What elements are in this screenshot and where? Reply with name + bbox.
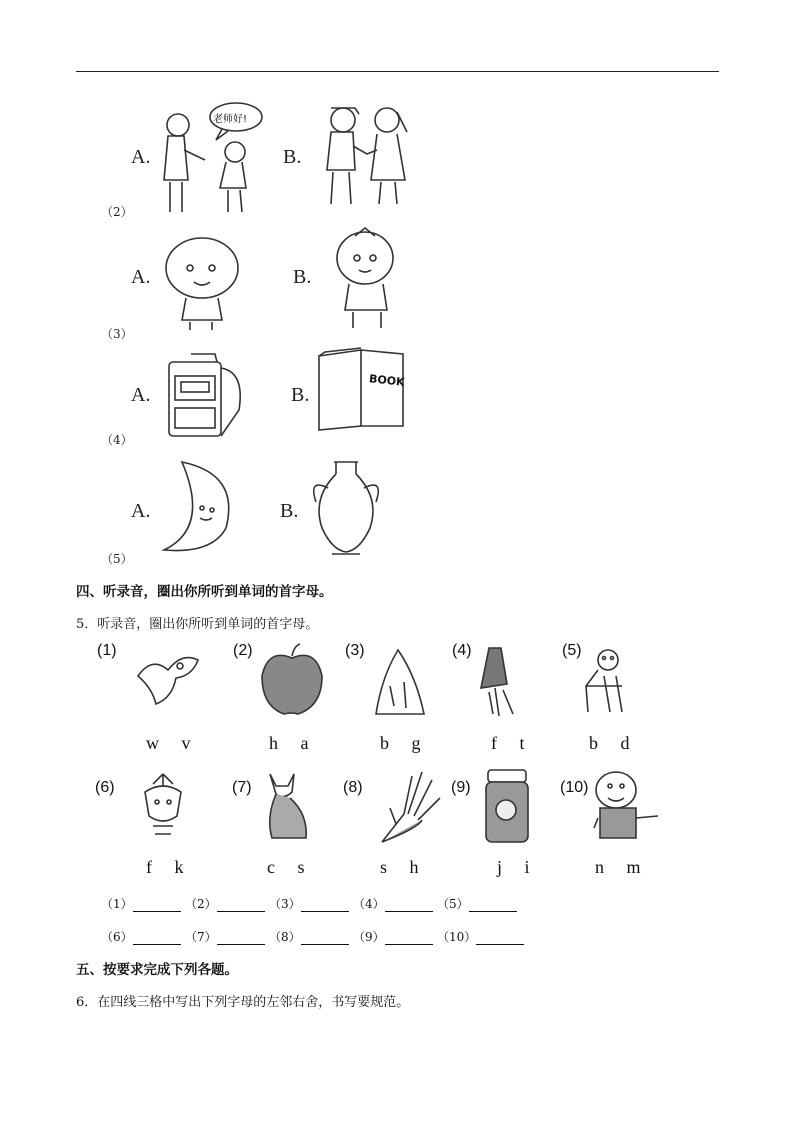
moon-icon [160, 458, 240, 558]
picture-number: (2) [233, 642, 253, 659]
picture-number: (5) [562, 642, 582, 659]
answer-blank-4[interactable]: （4） [353, 895, 441, 912]
speech-bubble-text: 老师好! [213, 114, 248, 125]
picture-number: (3) [345, 642, 365, 659]
monkey-icon [590, 768, 662, 842]
girl-sitting-icon [323, 226, 408, 332]
picture-number: (9) [451, 779, 471, 796]
letter-choices[interactable]: j i [497, 857, 530, 877]
girl-smiling-icon [160, 232, 245, 332]
question-number: （3） [101, 327, 133, 341]
letter-choices[interactable]: b d [589, 733, 630, 753]
picture-number: (6) [95, 779, 115, 796]
kite-icon [133, 770, 195, 842]
apple-icon [258, 642, 328, 718]
answer-blank-5[interactable]: （5） [437, 895, 525, 912]
question-5-text: 5．听录音，圈出你所听到单词的首字母。 [76, 617, 319, 632]
answer-blank-1[interactable]: （1） [101, 895, 189, 912]
flashlight-icon [473, 644, 533, 720]
section-4-heading: 四、听录音，圈出你所听到单词的首字母。 [76, 584, 333, 600]
vase-icon [306, 458, 386, 558]
picture-number: (4) [452, 642, 472, 659]
jam-jar-icon [480, 766, 534, 846]
bird-icon [132, 648, 207, 710]
answer-blank-7[interactable]: （7） [185, 928, 273, 945]
question-number: （5） [101, 552, 133, 566]
picture-number: (10) [560, 779, 589, 796]
answer-blank-3[interactable]: （3） [269, 895, 357, 912]
header-rule [76, 71, 719, 72]
letter-choices[interactable]: w v [146, 733, 191, 753]
letter-choices[interactable]: f t [491, 733, 525, 753]
answer-blank-2[interactable]: （2） [185, 895, 273, 912]
dog-icon [574, 646, 634, 720]
option-b-label: B. [293, 266, 312, 288]
section-5-heading: 五、按要求完成下列各题。 [76, 962, 238, 978]
option-a-label: A. [131, 266, 151, 288]
teacher-greeting-icon [150, 100, 270, 215]
letter-choices[interactable]: c s [267, 857, 305, 877]
bag-icon [370, 646, 430, 720]
handshake-icon [315, 98, 415, 210]
option-a-label: A. [131, 500, 151, 522]
question-number: （2） [101, 205, 133, 219]
picture-number: (1) [97, 642, 117, 659]
option-a-label: A. [131, 384, 151, 406]
option-b-label: B. [283, 146, 302, 168]
book-cover-text: BOOK [368, 372, 406, 389]
answer-blank-6[interactable]: （6） [101, 928, 189, 945]
schoolbag-icon [163, 350, 248, 440]
letter-choices[interactable]: f k [146, 857, 184, 877]
answer-blank-9[interactable]: （9） [353, 928, 441, 945]
answer-blank-10[interactable]: （10） [437, 928, 532, 945]
option-b-label: B. [280, 500, 299, 522]
letter-choices[interactable]: n m [595, 857, 641, 877]
option-a-label: A. [131, 146, 151, 168]
letter-choices[interactable]: h a [269, 733, 309, 753]
letter-choices[interactable]: b g [380, 733, 421, 753]
picture-number: (8) [343, 779, 363, 796]
question-number: （4） [101, 433, 133, 447]
letter-choices[interactable]: s h [380, 857, 419, 877]
book-icon [315, 346, 410, 432]
question-6-text: 6．在四线三格中写出下列字母的左邻右舍，书写要规范。 [76, 995, 410, 1010]
option-b-label: B. [291, 384, 310, 406]
answer-blank-8[interactable]: （8） [269, 928, 357, 945]
cat-icon [262, 768, 318, 842]
hand-icon [378, 768, 446, 846]
picture-number: (7) [232, 779, 252, 796]
